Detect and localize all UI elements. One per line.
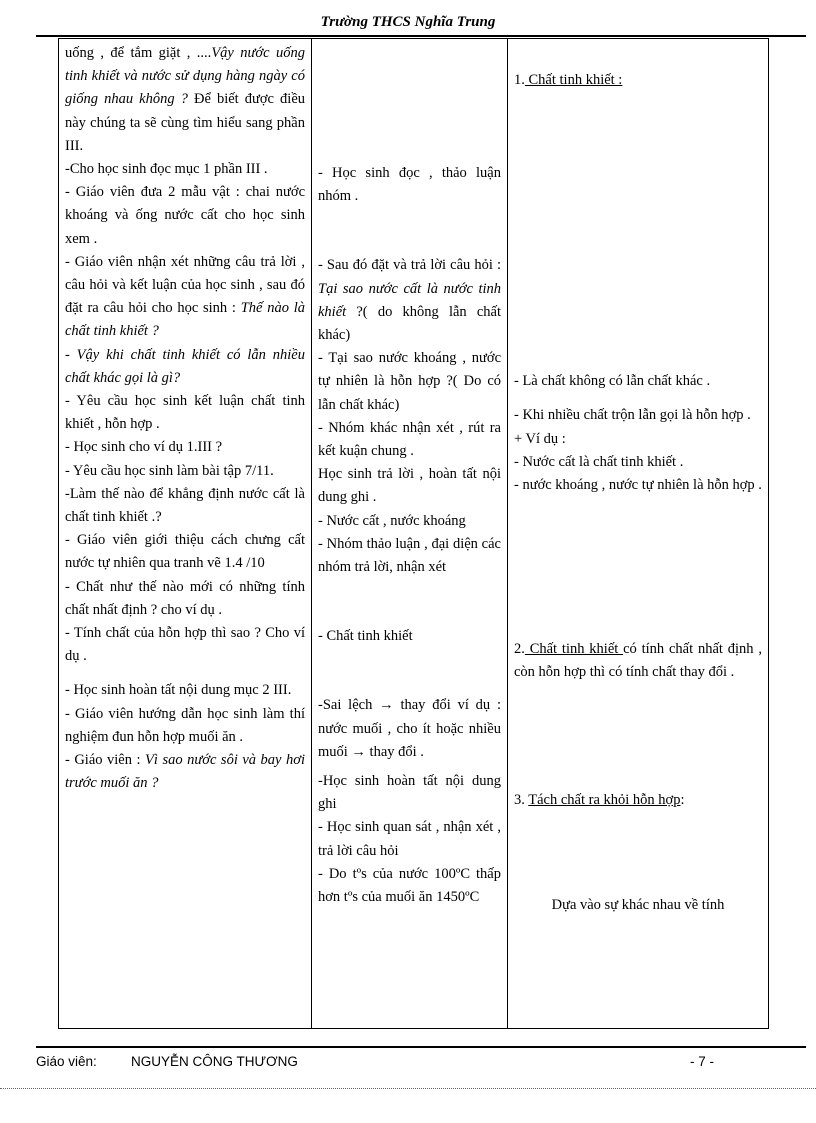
text-block: - Học sinh đọc , thảo luận nhóm . — [318, 165, 501, 205]
text-block: - Sau đó đặt và trả lời câu hỏi : Tại sao nước cất là nước tinh khiết ?( do không lẫn chất khác) — [318, 257, 501, 344]
text-block: - Vậy khi chất tinh khiết có lẫn nhiều chất khác gọi là gì? — [65, 346, 305, 386]
heading-3: 3. Tách chất ra khỏi hỗn hợp: — [514, 791, 685, 808]
bottom-dotted-rule — [0, 1088, 816, 1089]
text-block: - Giáo viên giới thiệu cách chưng cất nước tự nhiên qua tranh vẽ 1.4 /10 — [65, 532, 305, 572]
text-block: - Khi nhiều chất trộn lẫn gọi là hỗn hợp . — [514, 407, 751, 424]
student-activity-column — [312, 39, 508, 1029]
text-block: -Cho học sinh đọc mục 1 phần III . — [65, 161, 268, 178]
footer-teacher-label: Giáo viên: — [36, 1054, 97, 1069]
text-block: - Giáo viên hướng dẫn học sinh làm thí nghiệm đun hỗn hợp muối ăn . — [65, 705, 305, 745]
heading-1: 1. Chất tinh khiết : — [514, 72, 623, 88]
text-block: -Sai lệch → thay đổi ví dụ : nước muối , cho ít hoặc nhiều muối → thay đổi . — [318, 697, 501, 760]
text-block: - Nước cất là chất tinh khiết . — [514, 453, 684, 470]
text-block: - Yêu cầu học sinh làm bài tập 7/11. — [65, 462, 274, 479]
text-block: uống , để tắm giặt , ....Vậy nước uống tinh khiết và nước sử dụng hàng ngày có giống nhau không ? Để biết được điều này chúng ta sẽ cùng tìm hiểu sang phần III. — [65, 45, 306, 154]
page-number: - 7 - — [690, 1054, 715, 1069]
text-block: - Giáo viên nhận xét những câu trả lời , câu hỏi và kết luận của học sinh , sau đó đặt ra câu hỏi cho học sinh : Thế nào là chất tinh khiết ? — [65, 253, 306, 340]
text-block: Học sinh trả lời , hoàn tất nội dung ghi . — [318, 466, 501, 506]
heading-2: 2. Chất tinh khiết có tính chất nhất định , còn hỗn hợp thì có tính chất thay đổi . — [514, 641, 762, 681]
text-block: - Nước cất , nước khoáng — [318, 512, 466, 529]
text-block: - Nhóm thảo luận , đại diện các nhóm trả lời, nhận xét — [318, 535, 501, 576]
text-block: - Là chất không có lẫn chất khác . — [514, 373, 711, 390]
text-block: -Học sinh hoàn tất nội dung ghi — [318, 773, 501, 813]
text-block: - Học sinh cho ví dụ 1.III ? — [65, 439, 223, 456]
text-block: - Chất như thế nào mới có những tính chất nhất định ? cho ví dụ . — [65, 578, 305, 618]
text-block: - Học sinh quan sát , nhận xét , trả lời câu hỏi — [318, 819, 501, 859]
content-column — [508, 39, 769, 1029]
text-block: - Do tºs của nước 100ºC thấp hơn tºs của muối ăn 1450ºC — [318, 865, 501, 906]
text-block: -Làm thế nào để khẳng định nước cất là chất tinh khiết .? — [65, 485, 305, 526]
text-block: - Nhóm khác nhận xét , rút ra kết kuận chung . — [318, 419, 501, 460]
text-block: - Chất tinh khiết — [318, 628, 413, 645]
footer-teacher-name: NGUYỄN CÔNG THƯƠNG — [131, 1054, 298, 1069]
text-block: - nước khoáng , nước tự nhiên là hỗn hợp . — [514, 477, 762, 494]
teacher-activity-column — [59, 39, 312, 1029]
header-rule — [36, 35, 806, 37]
text-block: + Ví dụ : — [514, 430, 566, 447]
text-block: - Học sinh hoàn tất nội dung mục 2 III. — [65, 682, 292, 699]
text-block: - Tính chất của hỗn hợp thì sao ? Cho ví dụ . — [65, 625, 305, 665]
page-header: Trường THCS Nghĩa Trung — [320, 14, 496, 30]
text-block: Dựa vào sự khác nhau về tính — [551, 896, 725, 913]
text-block: - Yêu cầu học sinh kết luận chất tinh khiết , hỗn hợp . — [65, 393, 305, 433]
lesson-table — [58, 38, 769, 1029]
text-block: - Giáo viên : Vì sao nước sôi và bay hơi trước muối ăn ? — [65, 752, 306, 792]
text-block: - Giáo viên đưa 2 mẫu vật : chai nước khoáng và ống nước cất cho học sinh xem . — [65, 184, 305, 247]
text-block: - Tại sao nước khoáng , nước tự nhiên là hỗn hợp ?( Do có lẫn chất khác) — [318, 350, 501, 413]
footer-rule — [36, 1046, 806, 1048]
